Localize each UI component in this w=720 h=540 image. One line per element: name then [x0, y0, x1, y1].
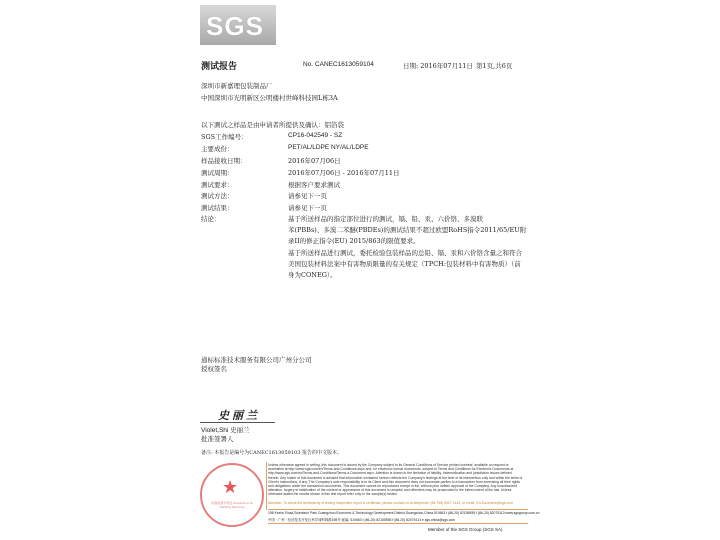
- authorized-signature-label: 授权签名: [201, 365, 227, 373]
- field-value: 请参见下一页: [288, 204, 327, 212]
- field-label: 测试方法：: [201, 192, 234, 200]
- sgs-logo: SGS: [200, 5, 276, 45]
- note: 备注: 本报告是编号为CANEC1613059103 报告的中文版本。: [201, 450, 342, 456]
- star-icon: ★: [222, 477, 239, 498]
- field-value: PET/AL/LDPE NY/AL/LDPE: [288, 144, 369, 151]
- client-name: 深圳市新嘉理包装制品厂: [201, 82, 273, 90]
- report-number: No. CANEC1613059104: [303, 61, 374, 68]
- conclusion-line: 基于所送样品进行测试，委托检验包装样品的总铅、镉、汞和六价铬含量之和符合: [288, 249, 522, 257]
- field-value: 2016年07月06日 - 2016年07月11日: [288, 169, 400, 177]
- conclusion-line: 身为CONEG）。: [288, 271, 337, 279]
- field-label: 样品接收日期：: [201, 157, 247, 165]
- field-value: 2016年07月06日: [288, 157, 341, 165]
- page-number: 第1页,共6页: [476, 62, 513, 70]
- report-title: 测试报告: [201, 62, 238, 72]
- client-address: 中国深圳市光明新区公明楼村世峰科技园L栋3A: [201, 94, 338, 102]
- field-value: 根据客户要求测试: [288, 181, 340, 189]
- attention: Attention: To check the authenticity of testing /inspection report & certificate, please contact us at telephone: (86-755) 8307 1443, or email: CN.Doccheck@sgs.com: [268, 501, 513, 505]
- field-label: 主要成份：: [201, 145, 234, 153]
- signature: 史丽兰: [218, 409, 260, 422]
- conclusion-line: 录II的修正指令(EU) 2015/863的限值要求。: [288, 237, 420, 245]
- conclusion-line: 基于所送样品的指定部位进行的测试，镉、铅、汞、六价铬、多溴联: [288, 215, 483, 223]
- signer-role: 批准签署人: [201, 435, 234, 443]
- intro-text: 以下测试之样品是由申请者所提供及确认：铝箔袋: [201, 121, 344, 129]
- address-cn: 中国 · 广州 · 经济技术开发区科学城科珠路198号 邮编: 510663 t (86-20) 82155555 f (86-20) 82075113 e sgs.china@sgs.com: [268, 518, 456, 522]
- signature-line: [200, 422, 275, 423]
- footer-rule: [268, 509, 528, 510]
- company-name: 通标标准技术服务有限公司广州分公司: [201, 356, 312, 364]
- field-label: 测试结果：: [201, 204, 234, 212]
- conclusion-label: 结论：: [201, 215, 221, 223]
- footer-divider: [266, 462, 267, 510]
- field-label: 测试要求：: [201, 181, 234, 189]
- address-en: 198 Kezhu Road,Scientech Park Guangzhou Economic & Technology Development District,Guangzhou,China 510663 t (86-20) 82155555 f (86-20) 82075113 www.sgsgroup.com.cn: [268, 511, 540, 515]
- footer-rule: [268, 523, 528, 524]
- disclaimer: Unless otherwise agreed in writing, this document is issued by the Company subject to its General Conditions of Service printed overleaf, available on request or accessible at http://www.sgs.com/en/Terms-and-Conditions.aspx and, for electronic format documents, subject to Terms and Conditions for Electronic Documents at http://www.sgs.com/en/Terms-and-Conditions/Terms-e-Document.aspx. Attention is drawn to the limitation of liability, indemnification and jurisdiction issues defined therein. Any holder of this document is advised that information contained hereon reflects the Company's findings at the time of its intervention only and within the limits of Client's instructions, if any. The Company's sole responsibility is to its Client and this document does not exonerate parties to a transaction from exercising all their rights and obligations under the transaction documents. This document cannot be reproduced except in full, without prior written approval of the Company. Any unauthorized alteration, forgery or falsification of the content or appearance of this document is unlawful and offenders may be prosecuted to the fullest extent of the law. Unless otherwise stated the results shown in this test report refer only to the sample(s) tested.: [268, 463, 523, 497]
- field-label: 测试周期：: [201, 169, 234, 177]
- signer-name: Violet,Shi 史丽兰: [201, 427, 250, 434]
- conclusion-line: 苯(PBBs)、多溴二苯醚(PBDEs)的测试结果不超过欧盟RoHS指令2011/65/EU附: [288, 226, 527, 234]
- member-text: Member of the SGS Group (SGS SA): [428, 527, 503, 532]
- report-date: 日期: 2016年07月11日: [403, 62, 473, 70]
- field-value: CP16-042549 - SZ: [288, 132, 343, 139]
- field-label: SGS工作编号：: [201, 133, 248, 141]
- official-stamp: ★ 检验检测专用章 Inspection & Testing Services: [200, 463, 264, 527]
- field-value: 请参见下一页: [288, 192, 327, 200]
- conclusion-line: 美国包装材料法案中有害物质限量的有关规定（TPCH:包装材料中有害物质）（前: [288, 260, 521, 268]
